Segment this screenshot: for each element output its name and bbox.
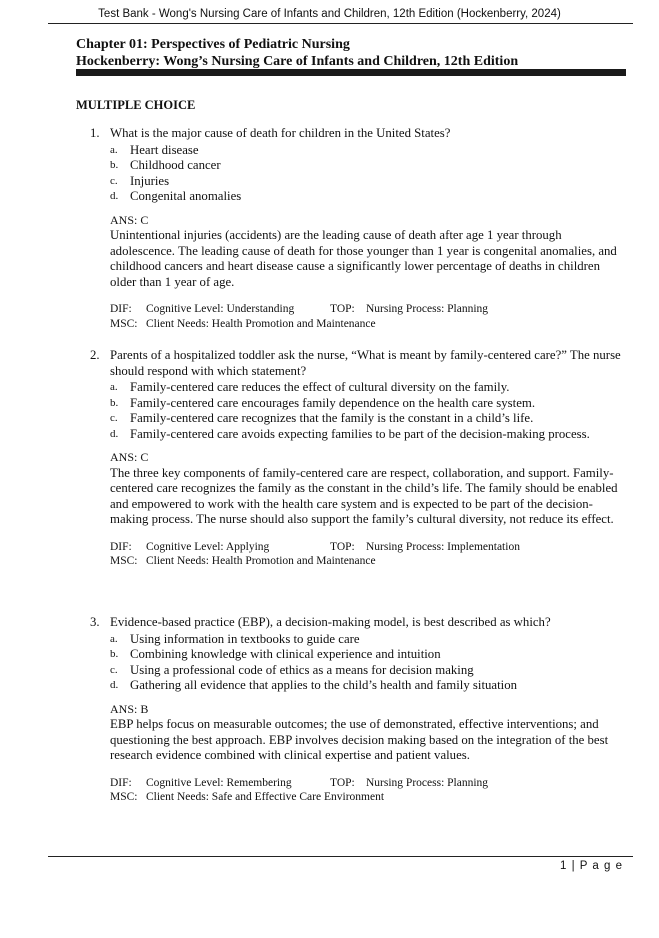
header-rule: [48, 23, 633, 24]
option-a: [110, 632, 625, 648]
top-label: TOP:: [330, 776, 355, 789]
dif-value: Cognitive Level: Understanding: [146, 303, 295, 315]
option-b: [110, 647, 625, 663]
option-a: [110, 143, 625, 159]
question-1: [90, 126, 625, 331]
dif-label: DIF:: [110, 540, 132, 553]
option-text: Using information in textbooks to guide care: [130, 631, 360, 646]
dif-label: DIF:: [110, 776, 132, 789]
option-text: Injuries: [130, 173, 170, 188]
question-number: 3.: [90, 615, 100, 629]
msc-value: Client Needs: Health Promotion and Maintenance: [146, 317, 376, 330]
option-text: Childhood cancer: [130, 158, 221, 172]
option-letter: d.: [110, 190, 119, 202]
question-text: Parents of a hospitalized toddler ask the nurse, “What is meant by family-centered care?” The nurse should respond with which statement?: [110, 348, 621, 378]
option-letter: c.: [110, 174, 118, 187]
option-letter: c.: [110, 412, 118, 424]
answer-key: ANS: C: [110, 450, 149, 464]
msc-label: MSC:: [110, 555, 138, 567]
option-text: Family-centered care avoids expecting families to be part of the decision-making process.: [130, 426, 590, 441]
rationale: The three key components of family-centered care are respect, collaboration, and support. Family-centered care recognizes the family as the constant in the child’s life. The family should be enabled and empowered to work with the health care system and is expected to be part of the decision-making process. The nurse should also support the family’s cultural diversity, not reduce its effect.: [110, 465, 618, 526]
option-letter: a.: [110, 143, 118, 156]
option-b: [110, 396, 625, 412]
page-number: 1 | P a g e: [559, 860, 623, 872]
option-d: [110, 427, 625, 443]
answer-key: ANS: B: [110, 701, 149, 716]
option-a: [110, 380, 625, 396]
option-letter: b.: [110, 159, 119, 171]
top-value: Nursing Process: Planning: [366, 776, 489, 789]
option-b: [110, 158, 625, 174]
option-letter: c.: [110, 663, 118, 676]
option-letter: a.: [110, 632, 118, 645]
option-letter: b.: [110, 396, 119, 409]
msc-label: MSC:: [110, 791, 138, 803]
question-3: [90, 615, 625, 805]
option-letter: d.: [110, 679, 119, 691]
question-2: [90, 348, 625, 569]
option-list: [110, 143, 625, 205]
top-value: Nursing Process: Planning: [366, 303, 489, 315]
option-c: [110, 411, 625, 427]
top-label: TOP:: [330, 303, 355, 315]
option-text: Congenital anomalies: [130, 189, 242, 203]
running-head: Test Bank - Wong's Nursing Care of Infants and Children, 12th Edition (Hockenberry, 2024): [98, 8, 561, 20]
rationale: EBP helps focus on measurable outcomes; the use of demonstrated, effective interventions; and questioning the best approach. EBP involves decision making based on the integration of the best research evidence combined with clinical expertise and patient values.: [110, 717, 609, 762]
question-text: What is the major cause of death for children in the United States?: [110, 126, 451, 140]
msc-value: Client Needs: Health Promotion and Maintenance: [146, 555, 376, 567]
option-letter: d.: [110, 427, 119, 440]
option-text: Combining knowledge with clinical experience and intuition: [130, 647, 441, 661]
book-title: Hockenberry: Wong’s Nursing Care of Infants and Children, 12th Edition: [76, 54, 519, 69]
answer-key: ANS: C: [110, 212, 149, 227]
option-list: [110, 380, 625, 442]
option-c: [110, 663, 625, 679]
top-label: TOP:: [330, 540, 355, 553]
question-stem: [90, 126, 625, 142]
option-text: Family-centered care reduces the effect of cultural diversity on the family.: [130, 380, 510, 394]
option-c: [110, 174, 625, 190]
question-number: 2.: [90, 348, 100, 362]
rationale: Unintentional injuries (accidents) are the leading cause of death after age 1 year through adolescence. The leading cause of death for those younger than 1 year is congenital anomalies, and childhood cancers and heart disease cause a significantly lower percentage of deaths in children older than 1 year of age.: [110, 228, 617, 289]
option-text: Heart disease: [130, 142, 199, 157]
dif-value: Cognitive Level: Remembering: [146, 776, 292, 789]
top-value: Nursing Process: Implementation: [366, 540, 520, 553]
option-d: [110, 678, 625, 694]
dif-value: Cognitive Level: Applying: [146, 540, 270, 553]
question-metadata: [110, 302, 625, 331]
option-list: [110, 632, 625, 694]
section-title: MULTIPLE CHOICE: [76, 98, 196, 112]
option-letter: a.: [110, 381, 118, 393]
chapter-title: Chapter 01: Perspectives of Pediatric Nursing: [76, 37, 350, 52]
question-metadata: [110, 776, 625, 805]
option-text: Family-centered care encourages family dependence on the health care system.: [130, 395, 536, 410]
question-number: 1.: [90, 126, 100, 140]
dif-label: DIF:: [110, 303, 132, 315]
question-metadata: [110, 540, 625, 569]
footer-rule: [48, 856, 633, 857]
option-text: Using a professional code of ethics as a means for decision making: [130, 662, 474, 677]
option-text: Gathering all evidence that applies to the child’s health and family situation: [130, 678, 517, 692]
question-text: Evidence-based practice (EBP), a decision-making model, is best described as which?: [110, 615, 551, 629]
msc-label: MSC:: [110, 317, 138, 330]
chapter-heading: [76, 36, 518, 70]
option-d: [110, 189, 625, 205]
option-letter: b.: [110, 648, 119, 660]
question-stem: [90, 615, 625, 631]
question-stem: [90, 348, 625, 379]
msc-value: Client Needs: Safe and Effective Care Environment: [146, 791, 385, 803]
heading-bar: [76, 69, 626, 76]
option-text: Family-centered care recognizes that the family is the constant in a child’s life.: [130, 411, 534, 425]
